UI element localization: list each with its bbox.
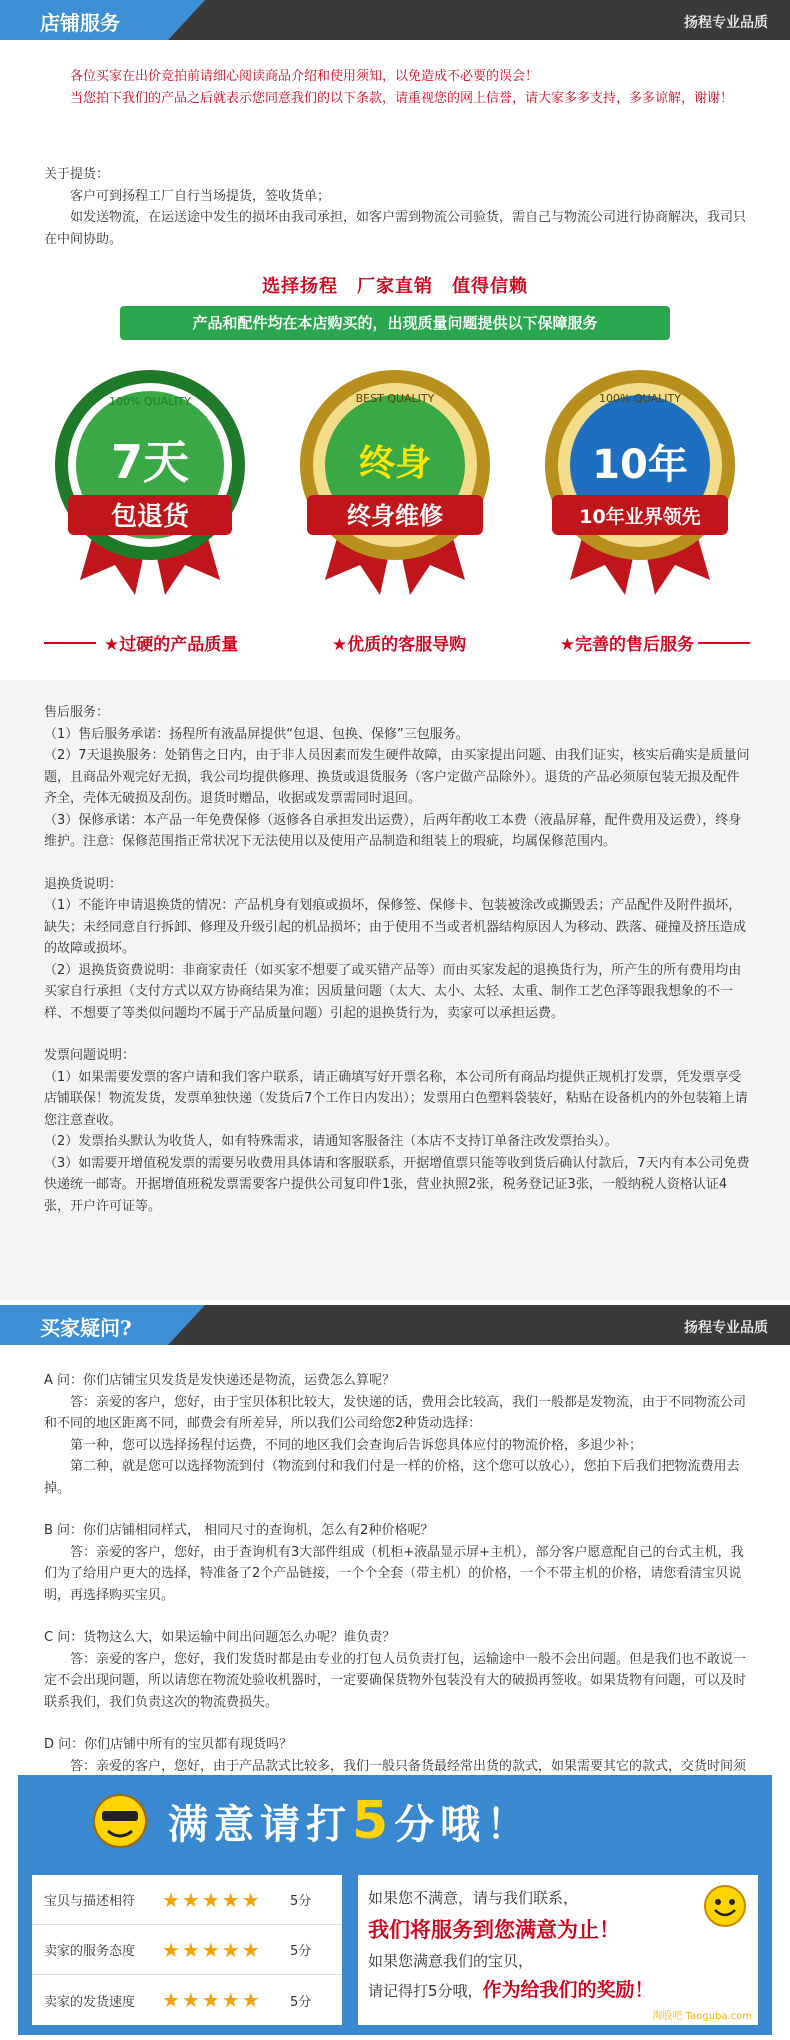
rating-msg-3: 如果您满意我们的宝贝， [368, 1952, 534, 1970]
badge-lifetime-icon [285, 360, 505, 600]
smiley-face-icon [702, 1883, 748, 1929]
invoice-heading: 发票问题说明： [44, 1048, 136, 1063]
notice-block [44, 66, 750, 109]
svg-text:100% QUALITY: 100% QUALITY [109, 395, 191, 408]
badge-10-year [530, 360, 750, 600]
badge-7-day-icon [40, 360, 260, 600]
notice-line-2: 当您拍下我们的产品之后就表示您同意我们的以下条款，请重视您的网上信誉，请大家多多支持，多多谅解，谢谢！ [70, 90, 734, 106]
rating-msg-4: 请记得打5分哦，作为给我们的奖励！ [368, 1979, 654, 2001]
after-sales-text [44, 702, 750, 1217]
invoice-item-2: （2）发票抬头默认为收货人，如有特殊需求，请通知客服备注（本店不支持订单备注改发票抬头）。 [44, 1134, 618, 1149]
after-sales-item-2: （2）7天退换服务：处销售之日内，由于非人员因素而发生硬件故障，由买家提出问题、由我们证实，核实后确实是质量问题，且商品外观完好无损，我公司均提供修理、换货或退货服务（客户定做产品除外）。退货的产品必须原包装无损及配件齐全，壳体无破损及刮伤。退货时赠品，收据或发票需同时退回。 [44, 748, 750, 806]
faq-c-answer-1: 答：亲爱的客户，您好，我们发货时都是由专业的打包人员负责打包，运输途中一般不会出问题。但是我们也不敢说一定不会出现问题，所以请您在物流处验收机器时，一定要确保货物外包装没有大的破损再签收。如果货物有问题，可以及时联系我们，我们负责这次的物流费损失。 [44, 1651, 747, 1710]
faq-d-answer-1: 答：亲爱的客户，您好，由于产品款式比较多，我们一般只备货最经常出货的款式，如果需要其它的款式，交货时间须 [70, 1758, 747, 1774]
faq-c-question: C 问：货物这么大，如果运输中间出问题怎么办呢？谁负责？ [44, 1630, 396, 1645]
guarantee-banner: 产品和配件均在本店购买的，出现质量问题提供以下保障服务 [120, 306, 670, 340]
faq-b-answer-1: 答：亲爱的客户，您好，由于查询机有3大部件组成（机柜+液晶显示屏+主机），部分客户愿意配自己的台式主机，我们为了给用户更大的选择，特准备了2个产品链接，一个个全套（带主机）的价格，一个不带主机的价格，请您看清宝贝说明，再选择购买宝贝。 [44, 1544, 744, 1603]
section-header-buyer-faq [0, 1305, 790, 1345]
rating-panel [18, 1775, 772, 2035]
rating-score: 5分 [290, 1894, 312, 1909]
rating-score: 5分 [290, 1994, 312, 2010]
after-sales-panel [0, 680, 790, 1300]
watermark: 淘股吧 Taoguba.com [652, 2011, 752, 2022]
promo-slogan: 选择扬程 厂家直销 值得信赖 [262, 276, 528, 297]
rating-label: 宝贝与描述相符 [44, 1894, 136, 1909]
rating-title-five: 5 [352, 1791, 395, 1851]
rating-score: 5分 [290, 1944, 312, 1959]
rating-title-a: 满意请打 [168, 1802, 352, 1848]
after-sales-heading: 售后服务： [44, 705, 110, 720]
section-slogan: 扬程专业品质 [684, 1320, 768, 1336]
svg-text:10年: 10年 [592, 442, 688, 488]
svg-text:7天: 7天 [110, 435, 190, 489]
feature-service: ★优质的客服导购 [331, 635, 467, 655]
badge-lifetime-repair [285, 360, 505, 600]
return-item-1: （1）不能许申请退换货的情况：产品机身有划痕或损坏，保修签、保修卡、包装被涂改或撕毁丢；产品配件及附件损坏，缺失；未经同意自行拆卸、修理及升级引起的机品损坏；由于使用不当或者机器结构原因人为移动、跌落、碰撞及挤压造成的故障或损坏。 [44, 898, 747, 956]
star-icon: ★★★★★ [162, 1937, 262, 1962]
feature-after-sales: ★完善的售后服务 [559, 635, 694, 655]
svg-text:包退货: 包退货 [110, 502, 190, 532]
pickup-heading: 关于提货： [44, 167, 110, 182]
faq-block [44, 1370, 750, 1799]
svg-text:终身: 终身 [358, 443, 432, 484]
svg-text:终身维修: 终身维修 [347, 502, 443, 530]
section-slogan: 扬程专业品质 [684, 15, 768, 31]
rating-label: 卖家的发货速度 [44, 1994, 136, 2010]
pickup-p1: 客户可到扬程工厂自行当场提货，签收货单； [70, 188, 331, 204]
svg-text:10年业界领先: 10年业界领先 [579, 506, 701, 528]
pickup-block [44, 164, 750, 250]
rating-row [32, 1875, 342, 1925]
feature-quality: ★过硬的产品质量 [104, 635, 239, 655]
rating-label: 卖家的服务态度 [44, 1944, 136, 1959]
return-heading: 退换货说明： [44, 876, 123, 892]
badge-10-year-icon [530, 360, 750, 600]
faq-a-answer-3: 第二种，就是您可以选择物流到付（物流到付和我们付是一样的价格，这个您可以放心），您拍下后我们把物流费用去掉。 [44, 1459, 740, 1496]
faq-d-question: D 问：你们店铺中所有的宝贝都有现货吗？ [44, 1737, 293, 1752]
feature-line [44, 628, 750, 658]
faq-b-question: B 问：你们店铺相同样式， 相同尺寸的查询机，怎么有2种价格呢？ [44, 1523, 434, 1538]
notice-line-1: 各位买家在出价竞拍前请细心阅读商品介绍和使用须知，以免造成不必要的误会！ [70, 69, 539, 84]
rule-right [698, 642, 750, 644]
badge-7-day-return [40, 360, 260, 600]
faq-a-answer-2: 第一种，您可以选择扬程付运费，不同的地区我们会查询后告诉您具体应付的物流价格，多退少补； [70, 1437, 643, 1453]
svg-text:100% QUALITY: 100% QUALITY [599, 392, 681, 405]
pickup-p2: 如发送物流，在运送途中发生的损坏由我司承担，如客户需到物流公司验货，需自己与物流公司进行协商解决，我司只在中间协助。 [44, 210, 747, 247]
svg-text:BEST QUALITY: BEST QUALITY [355, 392, 435, 405]
faq-a-question: A 问：你们店铺宝贝发货是发快递还是物流，运费怎么算呢？ [44, 1373, 396, 1388]
star-icon: ★★★★★ [162, 1988, 262, 2012]
rating-message [358, 1875, 758, 2025]
smiley-icon [90, 1791, 150, 1851]
invoice-item-3: （3）如需要开增值税发票的需要另收费用具体请和客服联系，开据增值票只能等收到货后确认付款后，7天内有本公司免费快递统一邮寄。开据增值班税发票需要客户提供公司复印件1张，营业执照2张，税务登记证3张，一般纳税人资格认证4张，开户许可证等。 [44, 1155, 750, 1214]
return-item-2: （2）退换货资费说明：非商家责任（如买家不想要了或买错产品等）而由买家发起的退换货行为，所产生的所有费用均由买家自行承担（支付方式以双方协商结果为准；因质量问题（太大、太小、太轻、太重、制作工艺色泽等跟我想象的不一样、不想要了等类似问题均不属于产品质量问题）引起的退换货行为，卖家可以承担运费。 [44, 962, 742, 1021]
rating-msg-2: 我们将服务到您满意为止！ [368, 1918, 620, 1942]
rating-table [32, 1875, 342, 2025]
rating-title-b: 分哦！ [394, 1802, 533, 1848]
rating-row [32, 1975, 342, 2025]
rating-title [18, 1775, 772, 1870]
after-sales-item-1: （1）售后服务承诺：扬程所有液晶屏提供“包退、包换、保修”三包服务。 [44, 726, 469, 742]
faq-a-answer-1: 答：亲爱的客户，您好，由于宝贝体积比较大，发快递的话，费用会比较高，我们一般都是发物流，由于不同物流公司和不同的地区距离不同，邮费会有所差异，所以我们公司给您2种货动选择： [44, 1394, 747, 1431]
after-sales-item-3: （3）保修承诺：本产品一年免费保修（返修各自承担发出运费），后两年酌收工本费（液晶屏幕，配件费用及运费），终身维护。注意：保修范围指正常状况下无法使用以及使用产品制造和组装上的瑕疵，均属保修范围内。 [44, 812, 742, 849]
invoice-item-1: （1）如果需要发票的客户请和我们客户联系，请正确填写好开票名称，本公司所有商品均提供正规机打发票，凭发票享受店铺联保！物流发货，发票单独快递（发货后7个工作日内发出）；发票用白色塑料袋装好，粘贴在设备机内的外包装箱上请您注意查收。 [44, 1069, 748, 1128]
rating-row [32, 1925, 342, 1975]
star-icon: ★★★★★ [162, 1887, 262, 1912]
rule-left [44, 642, 96, 644]
section-title: 买家疑问? [40, 1316, 132, 1340]
rating-msg-1: 如果您不满意，请与我们联系， [368, 1889, 579, 1907]
section-header-store-service [0, 0, 790, 40]
section-title: 店铺服务 [40, 11, 120, 35]
